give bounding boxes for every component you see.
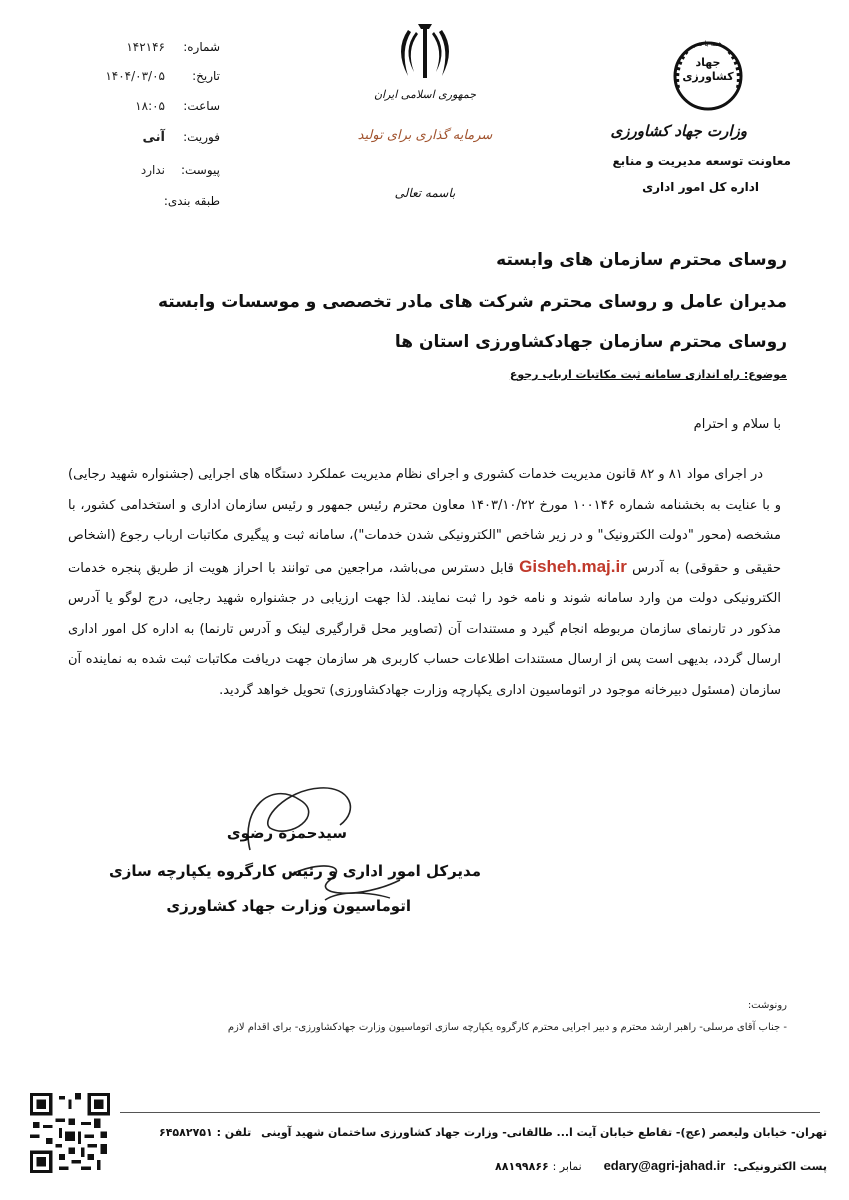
iran-emblem-icon [394, 20, 456, 82]
department-name: اداره کل امور اداری [642, 180, 759, 194]
footer-divider [120, 1112, 820, 1113]
number-row [60, 40, 220, 64]
signer-title-line1: مدیرکل امور اداری و رئیس کارگروه یکپارچه سازی [109, 862, 481, 880]
system-link[interactable]: Gisheh.maj.ir [519, 556, 627, 576]
emblem-caption: جمهوری اسلامی ایران [373, 88, 477, 101]
time-label: ساعت: [183, 99, 220, 113]
classification-row [60, 194, 220, 218]
time-row [60, 99, 220, 123]
deputy-name: معاونت توسعه مدیریت و منابع [612, 154, 791, 168]
urgency-value: آنی [142, 130, 165, 145]
time-value: ۱۸:۰۵ [135, 99, 165, 113]
subject-line: موضوع: راه اندازی سامانه ثبت مکاتبات ارباب رجوع [509, 368, 787, 381]
footer-contact-row [495, 1158, 827, 1173]
phone-value: ۶۴۵۸۲۷۵۱ [159, 1126, 213, 1139]
date-value: ۱۴۰۴/۰۳/۰۵ [105, 69, 165, 83]
cc-label: رونوشت: [747, 1000, 787, 1011]
number-label: شماره: [183, 40, 220, 54]
attachment-label: پیوست: [180, 163, 220, 177]
number-value: ۱۴۲۱۴۶ [126, 40, 165, 54]
body-text-part2: قابل دسترس می‌باشد، مراجعین می توانند با احراز هویت از طریق پنجره خدمات الکترونیکی دولت من وارد سامانه شوند و نامه خود را ثبت نمایند. لذا جهت ارزیابی در جشنواره شهید رجایی، درج لوگو یا آدرس مذکور در تارنمای سازمان مربوطه انجام گیرد و مستندات آن (تصاویر محل قرارگیری لینک و آدرس تارنما) به اداره کل امور اداری ارسال گردد، بدیهی است پس از ارسال مستندات اطلاعات حساب کاربری هر سازمان جهت دریافت مکاتبات ثبت شده به نماینده آن سازمان (مسئول دبیرخانه موجود در اتوماسیون اداری یکپارچه وزارت جهادکشاورزی) تحویل خواهد گردید. [68, 560, 781, 698]
recipient-line: مدیران عامل و روسای محترم شرکت های مادر تخصصی و موسسات وابسته [157, 292, 787, 312]
footer-address-row [159, 1126, 827, 1139]
urgency-row [60, 130, 220, 154]
email-label: پست الکترونیکی: [733, 1160, 827, 1173]
qr-code [30, 1093, 110, 1173]
fax-value: ۸۸۱۹۹۸۶۶ [495, 1160, 549, 1173]
urgency-label: فوریت: [183, 130, 220, 144]
date-row [60, 69, 220, 93]
email-value[interactable]: edary@agri-jahad.ir [603, 1158, 726, 1173]
classification-label: طبقه بندی: [163, 194, 220, 208]
blessing-text: باسمه تعالی [394, 186, 456, 200]
phone-label: تلفن : [216, 1126, 252, 1139]
ministry-name: وزارت جهاد کشاورزی [610, 122, 747, 140]
greeting: با سلام و احترام [693, 417, 781, 432]
cc-line: - جناب آقای مرسلی- راهبر ارشد محترم و دبیر اجرایی محترم کارگروه یکپارچه سازی اتوماسیون وزارت جهادکشاورزی- برای اقدام لازم [227, 1022, 787, 1033]
attachment-value: ندارد [140, 163, 165, 177]
fax-label: نمابر : [552, 1160, 582, 1173]
logo-top-text: همه با هم [693, 40, 723, 48]
recipient-line: روسای محترم سازمان های وابسته [496, 250, 787, 270]
body-paragraph [68, 460, 781, 706]
year-slogan: سرمایه گذاری برای تولید [357, 128, 493, 143]
signer-title-line2: اتوماسیون وزارت جهاد کشاورزی [166, 897, 411, 915]
logo-text: جهاد کشاورزی [682, 56, 734, 83]
signer-name: سیدحمزه رضوی [226, 824, 347, 842]
date-label: تاریخ: [192, 69, 220, 83]
footer-address: تهران- خیابان ولیعصر (عج)- تقاطع خیابان آیت ا... طالقانی- وزارت جهاد کشاورزی ساختمان شهید آوینی [261, 1126, 827, 1139]
recipient-line: روسای محترم سازمان جهادکشاورزی استان ها [394, 332, 787, 352]
attachment-row [60, 163, 220, 187]
body-text-part1: در اجرای مواد ۸۱ و ۸۲ قانون مدیریت خدمات کشوری و اجرای نظام مدیریت عملکرد دستگاه های اجرایی (جشنواره شهید رجایی) و با عنایت به بخشنامه شماره ۱۰۰۱۴۶ مورخ ۱۴۰۳/۱۰/۲۲ معاون محترم رئیس جمهور و رئیس سازمان اداری و استخدامی کشور، با مشخصه (محور "دولت الکترونیک" و در زیر شاخص "الکترونیکی شدن خدمات")، سامانه ثبت و پیگیری مکاتبات ارباب رجوع (اشخاص حقیقی و حقوقی) به آدرس [68, 467, 782, 576]
